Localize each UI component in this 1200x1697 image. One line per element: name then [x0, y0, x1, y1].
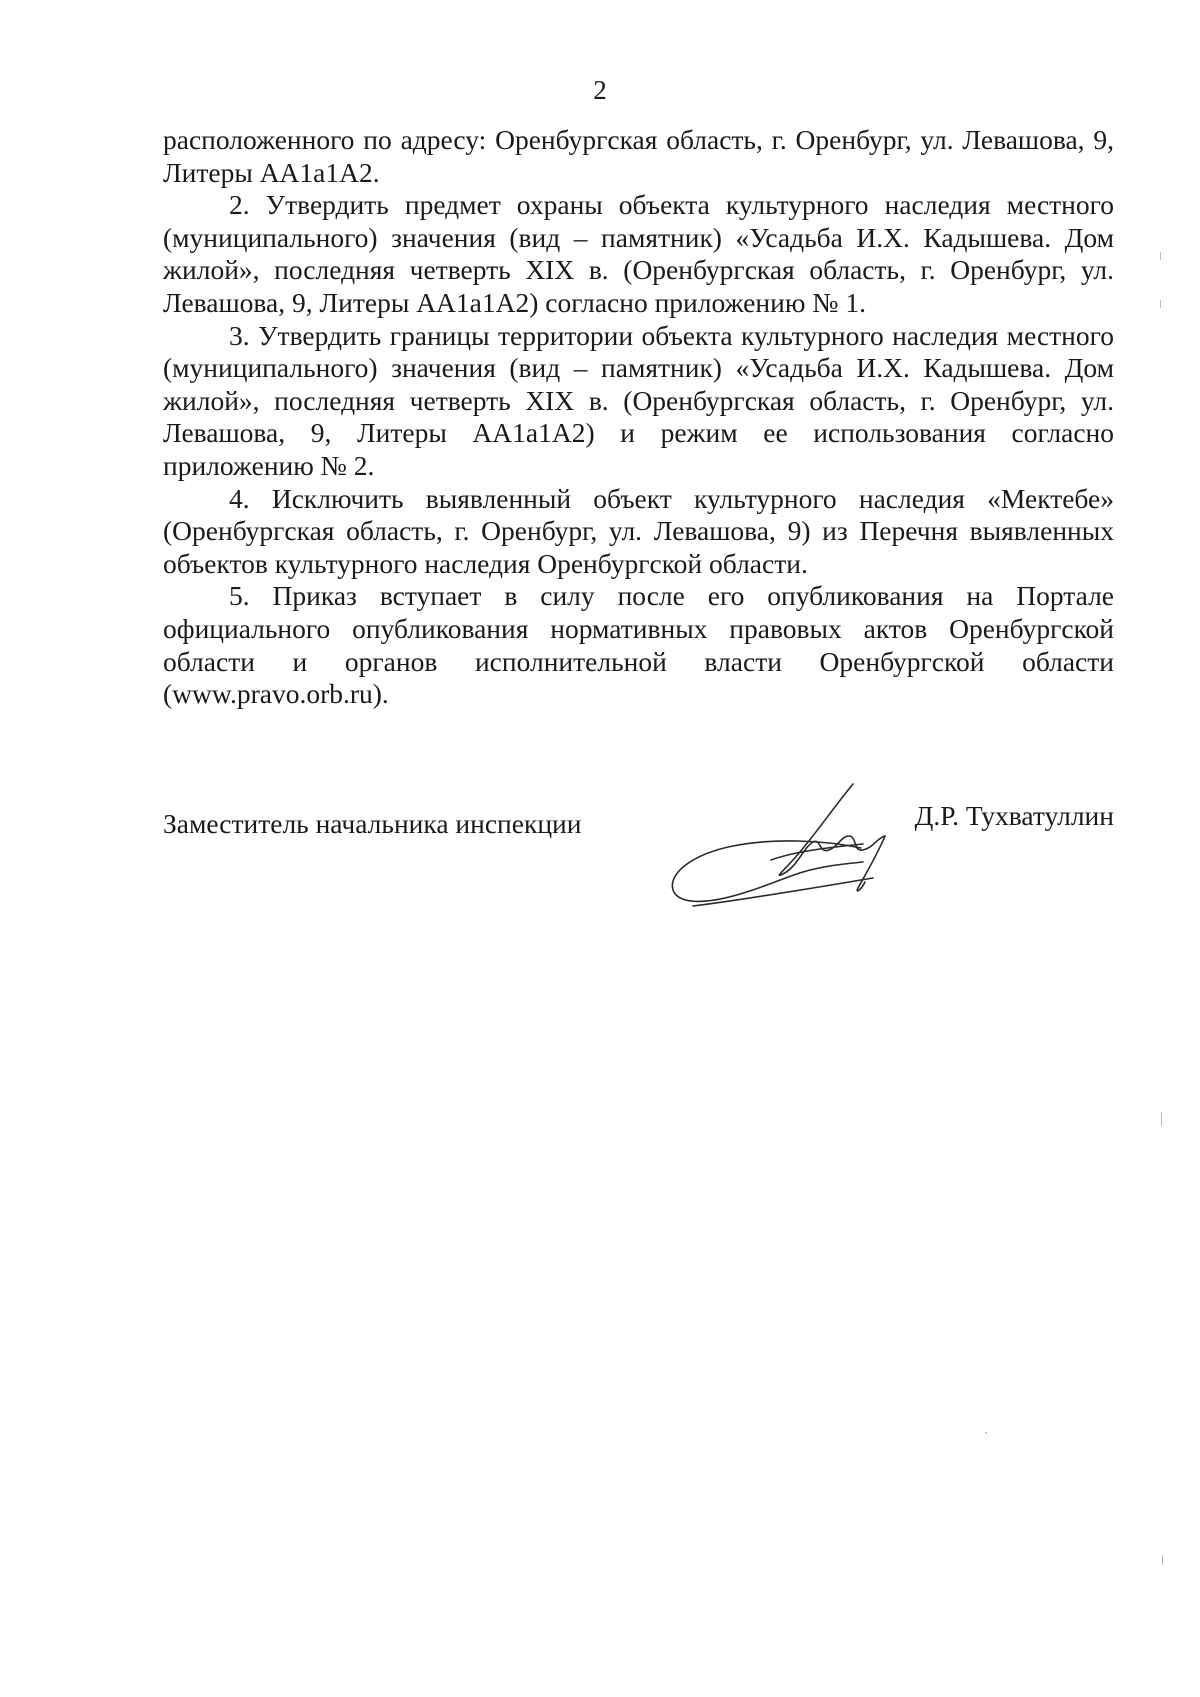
- signature-block: [163, 800, 1114, 918]
- scan-speck: [985, 1432, 987, 1434]
- paragraph-continuation: расположенного по адресу: Оренбургская область, г. Оренбург, ул. Левашова, 9, Литеры АА1а1А2.: [163, 124, 1114, 188]
- signer-title: Заместитель начальника инспекции: [163, 808, 582, 839]
- paragraph-item-3: 3. Утвердить границы территории объекта культурного наследия местного (муниципального) значения (вид – памятник) «Усадьба И.Х. Кадышева. Дом жилой», последняя четверть XIX в. (Оренбургская область, г. Оренбург, ул. Левашова, 9, Литеры АА1а1А2) и режим ее использования согласно приложению № 2.: [163, 319, 1114, 481]
- scan-speck: [1160, 252, 1161, 260]
- paragraph-item-2: 2. Утвердить предмет охраны объекта культурного наследия местного (муниципального) значения (вид – памятник) «Усадьба И.Х. Кадышева. Дом жилой», последняя четверть XIX в. (Оренбургская область, г. Оренбург, ул. Левашова, 9, Литеры АА1а1А2) согласно приложению № 1.: [163, 189, 1114, 318]
- handwritten-signature: [663, 778, 963, 918]
- scan-speck: [1161, 1112, 1162, 1126]
- page-number: 2: [593, 75, 607, 105]
- paragraph-item-4: 4. Исключить выявленный объект культурного наследия «Мектебе» (Оренбургская область, г. Оренбург, ул. Левашова, 9) из Перечня выявленных объектов культурного наследия Оренбургской области.: [163, 482, 1114, 579]
- scan-speck: [1162, 1555, 1163, 1565]
- document-body: [163, 124, 1114, 711]
- signer-name: Д.Р. Тухватуллин: [914, 800, 1114, 831]
- paragraph-item-5: 5. Приказ вступает в силу после его опубликования на Портале официального опубликования нормативных правовых актов Оренбургской области и органов исполнительной власти Оренбургской области (www.pravo.orb.ru).: [163, 580, 1114, 710]
- scan-speck: [1160, 300, 1161, 308]
